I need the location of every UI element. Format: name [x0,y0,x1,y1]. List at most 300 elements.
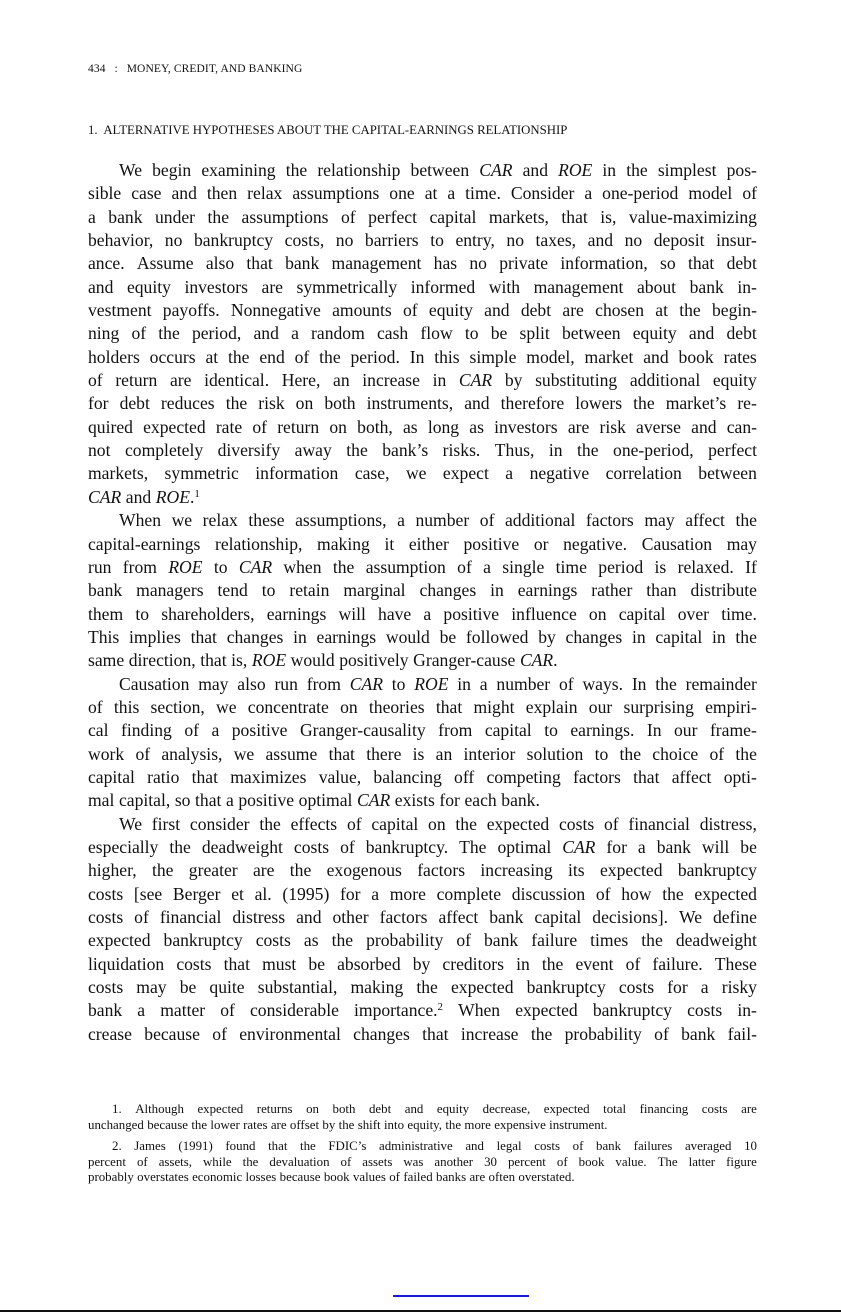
word: cal [88,720,109,741]
footnote-marker[interactable]: 1 [194,487,200,500]
word [88,486,121,509]
word: analysis, [161,743,223,764]
section-title: ALTERNATIVE HYPOTHESES ABOUT THE CAPITAL-EARNINGS RELATIONSHIP [103,123,568,137]
journal-title: MONEY, CREDIT, AND BANKING [126,63,303,75]
word: as [403,416,418,437]
word: the [735,626,757,647]
word: of [603,813,619,834]
word: costs [176,953,212,974]
word: bank [689,276,724,297]
word: the [259,813,281,834]
italic-term: CAR [238,556,273,577]
italic-term: CAR [479,160,513,180]
word: and [296,907,322,927]
italic-term: CAR [88,486,122,507]
word: instrument. [549,1117,608,1132]
word: no [335,230,354,251]
word: risk [599,416,626,437]
word: from [438,720,473,741]
word: of [294,346,310,367]
word: In [409,346,425,367]
word: debt [726,323,757,344]
word: capital [88,766,135,787]
word: solution [526,743,584,764]
word: would [385,626,430,647]
word: private [499,253,549,274]
word: a [423,603,432,624]
word: insur- [716,230,757,251]
word: and [125,486,152,507]
word: may [644,510,675,531]
word: debt [119,393,150,414]
word: shift [357,1117,381,1132]
word: cash [376,323,409,344]
word: random [311,323,365,344]
word: assumption [365,556,446,577]
word: factors [585,510,634,531]
word: of [402,300,418,321]
word: of [709,743,725,764]
word [357,789,390,812]
word: at [205,346,219,367]
word: model, [526,346,575,367]
word: direction, [128,650,196,671]
word: complete [436,883,502,904]
word: capital [371,813,419,834]
word: are [567,416,590,437]
italic-term: CAR [519,650,554,671]
word: ning [88,323,120,344]
word: will [701,836,730,857]
word: considerable [250,1000,339,1021]
word: work [88,743,125,764]
word: of [742,183,757,204]
word: changes [419,580,477,601]
word: assets, [158,1154,192,1169]
word: frame- [709,720,757,741]
word: number [496,673,551,694]
word: in [516,953,530,974]
word [350,673,383,696]
body-line [88,416,757,439]
word: the [158,323,180,344]
word: expensive [494,1117,546,1132]
word: costs, [284,230,325,251]
word: period, [191,323,242,344]
word: 2. [112,1139,122,1154]
section-heading [88,123,567,138]
word: losses [245,1170,277,1185]
word: be [308,953,326,974]
word: 1. [112,1102,122,1116]
word: perfect [368,206,417,227]
word: there [366,743,402,764]
word: financial [159,907,222,927]
word [168,556,202,579]
word: bank [88,580,123,601]
word: for [439,790,460,811]
word: and [643,346,669,367]
word: market’s [665,393,727,414]
word: making [350,977,404,998]
word: or [533,533,549,554]
word: of [88,696,103,717]
word: a [137,1000,146,1021]
word: case [131,183,162,204]
word: the [662,883,684,904]
word: market [584,346,634,367]
word: on [588,603,607,624]
word: of [131,323,147,344]
word: implies [129,626,181,647]
body-line [88,766,757,789]
word: book [678,346,714,367]
word: percent [507,1154,546,1169]
word: consider [189,813,250,834]
word: behavior, [88,230,154,251]
word: of [252,416,268,437]
word: that [246,253,273,274]
word: banks [436,1170,467,1185]
word: expected [486,813,550,834]
word: When [458,1000,501,1021]
word: the [346,440,368,461]
word: This [88,626,120,647]
word: of [346,813,362,834]
word: relationship [317,160,401,180]
word: the [735,743,757,764]
word: time. [465,183,501,204]
word: identical. [204,370,270,391]
word: investors [494,416,558,437]
word: of [572,1139,584,1154]
word: increasing [480,860,553,881]
word: probability [564,1023,642,1044]
word: more [464,1117,491,1132]
word: costs [618,977,655,998]
body-line [88,1023,757,1046]
word: that [687,253,715,274]
word [558,159,592,182]
body-line [88,813,757,836]
word: value-maximizing [628,206,757,227]
word: We [679,907,703,927]
body-line [88,533,757,556]
word: remainder [685,673,757,694]
word: and [171,183,197,204]
word [479,159,512,182]
word: this [113,696,140,717]
word: averse [636,416,681,437]
word: positive [463,533,520,554]
word: that [190,626,217,647]
page-number: 434 [88,63,106,75]
word: section, [150,696,205,717]
word: capital [534,907,582,927]
word: one [389,183,415,204]
word: Nonnegative [230,300,321,321]
header-separator: : [114,63,118,75]
word: model [688,183,733,204]
body-line [88,276,757,299]
word: pos- [726,160,757,180]
word: of [389,1170,400,1185]
word: would [290,650,335,671]
word: additional [629,370,701,391]
body-line [88,976,757,999]
word: management [331,253,422,274]
word: re- [737,393,757,414]
body-line [88,369,757,392]
word: to [261,580,276,601]
word: information, [560,253,648,274]
word: perfect [708,440,757,461]
body-line [88,743,757,766]
body-line [88,462,757,485]
word: at [655,300,668,321]
word: in [432,370,447,391]
word: of [88,370,103,391]
word: Consider [510,183,575,204]
word: between [410,160,470,180]
word: and [253,323,279,344]
word: markets, [88,463,149,484]
word: optimal [497,836,552,857]
word: of [457,556,472,577]
word: discussion [511,883,586,904]
word: a [397,510,405,531]
word: the [735,510,757,531]
word: vestment [88,300,152,321]
word: instruments, [366,393,454,414]
word: to [430,230,444,251]
word: that [195,790,222,811]
word: probability [366,930,444,951]
word: away [294,440,332,461]
word: run [274,673,298,694]
word: administrative [378,1139,453,1154]
word: costs [88,883,124,904]
word: lowers [575,393,623,414]
word: diversify [217,440,281,461]
word: chosen [595,300,644,321]
word: of [558,673,574,694]
word: these [248,510,285,531]
word: are [741,1102,757,1116]
word: a [637,836,646,857]
word: in [293,626,307,647]
word: total [603,1102,627,1116]
word: for [667,977,688,998]
word: relationship, [214,533,303,554]
word: a [447,183,456,204]
word: crease [88,1023,132,1044]
word: legal [496,1139,522,1154]
word: capital [655,626,703,647]
word: assumptions [292,183,380,204]
word: begin- [712,300,757,321]
word: in [548,440,563,461]
word: the [416,977,438,998]
word [459,369,492,392]
footnote-1 [88,1102,757,1133]
word: making [317,533,370,554]
word: on [295,393,314,414]
word: capital [484,720,532,741]
word: equity [632,323,677,344]
word: deadweight [201,836,283,857]
word: with [488,276,521,297]
body-line [88,322,757,345]
word: that [633,766,660,787]
word: over [677,603,710,624]
word: debt [368,1102,392,1116]
word: assumptions, [295,510,387,531]
word: the [455,813,477,834]
word: factors [379,907,428,927]
word: expected [515,1000,578,1021]
word: affect [685,510,725,531]
word: symmetrically [296,276,398,297]
word: unchanged [88,1117,144,1132]
word: greater [188,860,238,881]
word: of [595,883,611,904]
word: substantial, [257,977,338,998]
body-line [88,929,757,952]
word: costs [687,1000,723,1021]
word: additional [504,510,576,531]
word: failures [633,1139,673,1154]
word: concentrate [247,696,329,717]
word: might [473,696,515,717]
word: maximizes [230,766,307,787]
word: a [483,556,491,577]
word: an [435,743,453,764]
word: economic [192,1170,243,1185]
footnote-line [88,1118,757,1134]
italic-term: CAR [458,370,493,391]
word: from [306,673,341,694]
body-line [88,673,757,696]
body-line [88,486,757,509]
word: debt [726,253,757,274]
word: matter [160,1000,206,1021]
word: risky [721,977,757,998]
word: of [456,930,471,951]
body-line [88,649,757,672]
word: long [427,416,460,437]
word: competing [486,766,561,787]
word: because [144,1023,200,1044]
word: surprising [623,696,694,717]
word: into [383,1117,405,1132]
word: will [338,603,366,624]
word: Although [135,1102,184,1116]
word: and [88,276,114,297]
word: therefore [500,393,565,414]
word: changes [565,626,623,647]
word: empiri- [705,696,757,717]
word: of [184,720,199,741]
word: the [633,393,655,414]
word: symmetric [164,463,239,484]
word: especially [88,836,159,857]
word: a [700,977,709,998]
word: a [479,673,488,694]
body-line [88,719,757,742]
word: failed [403,1170,433,1185]
footnote-marker[interactable]: 2 [437,1001,443,1014]
word: balancing [373,766,442,787]
word: If [745,556,757,577]
word: that [328,743,355,764]
word: bank [484,930,519,951]
word: then [206,183,238,204]
running-head [88,63,302,75]
word: time. [721,603,757,624]
word: Berger [172,883,221,904]
italic-term: CAR [349,673,383,694]
word [239,556,272,579]
word [414,673,448,696]
word: to [544,720,558,741]
word [562,836,595,859]
word: by [322,1117,336,1132]
word: off [454,766,475,787]
word: we [216,696,237,717]
word: overstated. [518,1170,575,1185]
body-line [88,439,757,462]
body-line [88,696,757,719]
word: ROE.$^1$ [155,486,200,507]
word: 10 [744,1139,757,1154]
word: distribute [690,580,757,601]
word: the [641,930,663,951]
word: changes [353,1023,410,1044]
blue-rule [393,1295,529,1297]
word: because [279,1170,321,1185]
word: effects [290,813,338,834]
word: we [405,463,427,484]
word: a [505,463,514,484]
word: increase [362,370,420,391]
word: the [289,860,312,881]
word: in [711,626,726,647]
word: are [469,1170,486,1185]
word: of [556,1154,568,1169]
word: may [198,673,229,694]
word: on [340,696,358,717]
word: one-period [602,183,679,204]
body-line [88,299,757,322]
word: may [726,533,757,554]
word: tend [217,580,248,601]
word: substituting [535,370,618,391]
word: value. [615,1154,647,1169]
word: also [205,253,235,274]
word: figure [726,1154,757,1169]
body-line [88,229,757,252]
word: the [319,346,341,367]
word: liquidation [88,953,165,974]
word: no [506,230,524,251]
word: the [228,346,250,367]
word: be [740,836,757,857]
word: be [490,323,508,344]
word: is [412,743,425,764]
word: costs [88,907,124,927]
word: for [88,393,109,414]
